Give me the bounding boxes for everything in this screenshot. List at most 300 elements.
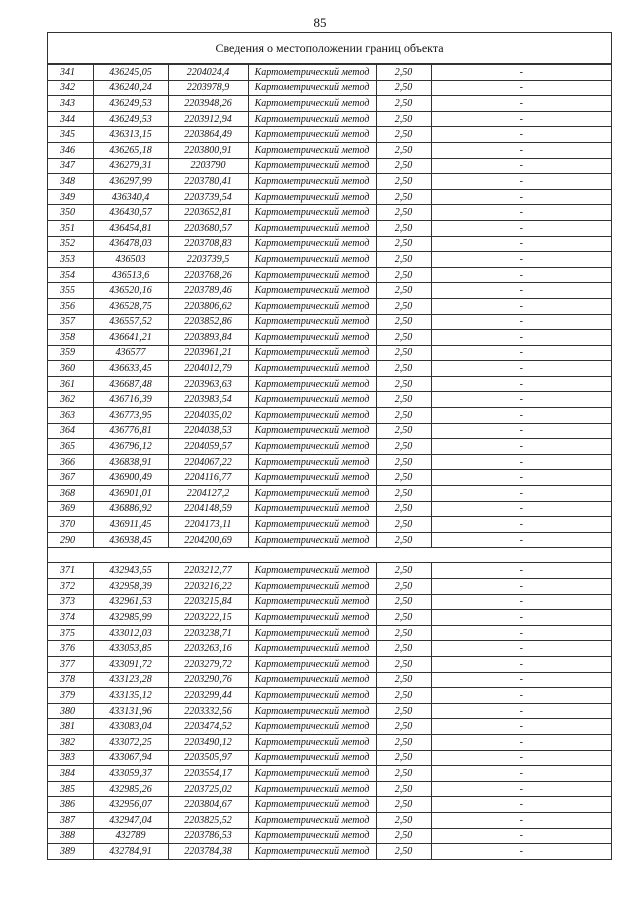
- coord-x: 436503: [93, 252, 168, 268]
- coord-x: 436633,45: [93, 361, 168, 377]
- coord-x: 436796,12: [93, 439, 168, 455]
- table-row: [48, 220, 611, 236]
- accuracy-cell: 2,50: [376, 844, 431, 860]
- table-row: [48, 345, 611, 361]
- accuracy-cell: 2,50: [376, 267, 431, 283]
- coord-y: 2203780,41: [168, 174, 248, 190]
- coord-x: 436245,05: [93, 65, 168, 81]
- table-row: [48, 688, 611, 704]
- accuracy-cell: 2,50: [376, 656, 431, 672]
- table-row: [48, 298, 611, 314]
- method-cell: Картометрический метод: [248, 283, 376, 299]
- accuracy-cell: 2,50: [376, 330, 431, 346]
- accuracy-cell: 2,50: [376, 812, 431, 828]
- method-cell: Картометрический метод: [248, 641, 376, 657]
- description-cell: -: [431, 610, 611, 626]
- point-number: 352: [48, 236, 93, 252]
- description-cell: -: [431, 672, 611, 688]
- accuracy-cell: 2,50: [376, 750, 431, 766]
- point-number: 343: [48, 96, 93, 112]
- point-number: 371: [48, 563, 93, 579]
- method-cell: Картометрический метод: [248, 532, 376, 548]
- table-row: [48, 423, 611, 439]
- coord-x: 436478,03: [93, 236, 168, 252]
- accuracy-cell: 2,50: [376, 408, 431, 424]
- point-number: 387: [48, 812, 93, 828]
- coord-y: 2203804,67: [168, 797, 248, 813]
- accuracy-cell: 2,50: [376, 454, 431, 470]
- coord-x: 436340,4: [93, 189, 168, 205]
- coord-y: 2204148,59: [168, 501, 248, 517]
- description-cell: -: [431, 486, 611, 502]
- method-cell: Картометрический метод: [248, 766, 376, 782]
- coord-y: 2203680,57: [168, 220, 248, 236]
- table-row: [48, 501, 611, 517]
- accuracy-cell: 2,50: [376, 361, 431, 377]
- point-number: 345: [48, 127, 93, 143]
- accuracy-cell: 2,50: [376, 781, 431, 797]
- accuracy-cell: 2,50: [376, 532, 431, 548]
- table-row: [48, 641, 611, 657]
- method-cell: Картометрический метод: [248, 563, 376, 579]
- point-number: 354: [48, 267, 93, 283]
- description-cell: -: [431, 127, 611, 143]
- coord-x: 433131,96: [93, 703, 168, 719]
- table-row: [48, 330, 611, 346]
- coord-y: 2203474,52: [168, 719, 248, 735]
- description-cell: -: [431, 579, 611, 595]
- point-number: 381: [48, 719, 93, 735]
- point-number: 360: [48, 361, 93, 377]
- coord-x: 436900,49: [93, 470, 168, 486]
- coord-x: 436776,81: [93, 423, 168, 439]
- method-cell: Картометрический метод: [248, 439, 376, 455]
- method-cell: Картометрический метод: [248, 828, 376, 844]
- coord-y: 2203768,26: [168, 267, 248, 283]
- table-row: [48, 454, 611, 470]
- method-cell: Картометрический метод: [248, 594, 376, 610]
- point-number: 361: [48, 376, 93, 392]
- accuracy-cell: 2,50: [376, 96, 431, 112]
- coord-y: 2203739,5: [168, 252, 248, 268]
- table-row: [48, 408, 611, 424]
- coord-y: 2203784,38: [168, 844, 248, 860]
- point-number: 368: [48, 486, 93, 502]
- method-cell: Картометрический метод: [248, 96, 376, 112]
- accuracy-cell: 2,50: [376, 688, 431, 704]
- accuracy-cell: 2,50: [376, 423, 431, 439]
- coord-x: 433091,72: [93, 656, 168, 672]
- table-row: [48, 734, 611, 750]
- method-cell: Картометрический метод: [248, 625, 376, 641]
- accuracy-cell: 2,50: [376, 65, 431, 81]
- description-cell: -: [431, 688, 611, 704]
- method-cell: Картометрический метод: [248, 158, 376, 174]
- table-row: [48, 797, 611, 813]
- coord-x: 436240,24: [93, 80, 168, 96]
- accuracy-cell: 2,50: [376, 579, 431, 595]
- coord-y: 2203490,12: [168, 734, 248, 750]
- table-row: [48, 781, 611, 797]
- description-cell: -: [431, 828, 611, 844]
- coord-x: 436520,16: [93, 283, 168, 299]
- point-number: 365: [48, 439, 93, 455]
- table-row: [48, 579, 611, 595]
- coord-y: 2203554,17: [168, 766, 248, 782]
- description-cell: -: [431, 797, 611, 813]
- coord-y: 2204116,77: [168, 470, 248, 486]
- description-cell: -: [431, 80, 611, 96]
- point-number: 383: [48, 750, 93, 766]
- method-cell: Картометрический метод: [248, 252, 376, 268]
- table-row: [48, 205, 611, 221]
- point-number: 369: [48, 501, 93, 517]
- coord-x: 436687,48: [93, 376, 168, 392]
- table-row: [48, 96, 611, 112]
- coord-x: 432985,26: [93, 781, 168, 797]
- table-row: [48, 517, 611, 533]
- point-number: 342: [48, 80, 93, 96]
- coord-y: 2203961,21: [168, 345, 248, 361]
- separator-cell: [48, 548, 611, 563]
- point-number: 358: [48, 330, 93, 346]
- coord-x: 436528,75: [93, 298, 168, 314]
- accuracy-cell: 2,50: [376, 283, 431, 299]
- table-row: [48, 486, 611, 502]
- coord-y: 2204059,57: [168, 439, 248, 455]
- accuracy-cell: 2,50: [376, 439, 431, 455]
- table-title: Сведения о местоположении границ объекта: [48, 33, 611, 64]
- point-number: 351: [48, 220, 93, 236]
- description-cell: -: [431, 111, 611, 127]
- point-number: 374: [48, 610, 93, 626]
- coord-y: 2203739,54: [168, 189, 248, 205]
- method-cell: Картометрический метод: [248, 205, 376, 221]
- coord-x: 436313,15: [93, 127, 168, 143]
- coord-x: 432985,99: [93, 610, 168, 626]
- coord-x: 432789: [93, 828, 168, 844]
- point-number: 385: [48, 781, 93, 797]
- table-row: [48, 189, 611, 205]
- description-cell: -: [431, 205, 611, 221]
- description-cell: -: [431, 96, 611, 112]
- coord-y: 2203825,52: [168, 812, 248, 828]
- point-number: 370: [48, 517, 93, 533]
- point-number: 363: [48, 408, 93, 424]
- coordinates-table-body: [48, 65, 611, 860]
- coord-x: 432947,04: [93, 812, 168, 828]
- description-cell: -: [431, 236, 611, 252]
- description-cell: -: [431, 158, 611, 174]
- coord-y: 2203238,71: [168, 625, 248, 641]
- table-row: [48, 174, 611, 190]
- coord-x: 433135,12: [93, 688, 168, 704]
- coord-y: 2203652,81: [168, 205, 248, 221]
- accuracy-cell: 2,50: [376, 189, 431, 205]
- coord-x: 436557,52: [93, 314, 168, 330]
- coord-y: 2204067,22: [168, 454, 248, 470]
- accuracy-cell: 2,50: [376, 376, 431, 392]
- coord-x: 436279,31: [93, 158, 168, 174]
- coord-x: 433053,85: [93, 641, 168, 657]
- method-cell: Картометрический метод: [248, 688, 376, 704]
- coord-x: 432784,91: [93, 844, 168, 860]
- table-row: [48, 111, 611, 127]
- description-cell: -: [431, 174, 611, 190]
- coord-x: 432958,39: [93, 579, 168, 595]
- coord-y: 2204035,02: [168, 408, 248, 424]
- description-cell: -: [431, 563, 611, 579]
- point-number: 388: [48, 828, 93, 844]
- coord-y: 2203332,56: [168, 703, 248, 719]
- point-number: 373: [48, 594, 93, 610]
- point-number: 344: [48, 111, 93, 127]
- accuracy-cell: 2,50: [376, 174, 431, 190]
- table-row: [48, 750, 611, 766]
- coord-x: 436513,6: [93, 267, 168, 283]
- coord-y: 2204038,53: [168, 423, 248, 439]
- coord-y: 2203790: [168, 158, 248, 174]
- method-cell: Картометрический метод: [248, 703, 376, 719]
- coord-x: 436249,53: [93, 96, 168, 112]
- table-row: [48, 563, 611, 579]
- table-row: [48, 65, 611, 81]
- accuracy-cell: 2,50: [376, 80, 431, 96]
- accuracy-cell: 2,50: [376, 828, 431, 844]
- coord-y: 2203279,72: [168, 656, 248, 672]
- coord-x: 436901,01: [93, 486, 168, 502]
- point-number: 364: [48, 423, 93, 439]
- description-cell: -: [431, 267, 611, 283]
- table-row: [48, 594, 611, 610]
- point-number: 346: [48, 142, 93, 158]
- table-row: [48, 361, 611, 377]
- accuracy-cell: 2,50: [376, 205, 431, 221]
- accuracy-cell: 2,50: [376, 220, 431, 236]
- page-number: 85: [313, 15, 327, 30]
- coord-y: 2203983,54: [168, 392, 248, 408]
- method-cell: Картометрический метод: [248, 423, 376, 439]
- description-cell: -: [431, 392, 611, 408]
- accuracy-cell: 2,50: [376, 641, 431, 657]
- description-cell: -: [431, 220, 611, 236]
- coord-y: 2203978,9: [168, 80, 248, 96]
- method-cell: Картометрический метод: [248, 734, 376, 750]
- table-row: [48, 376, 611, 392]
- coord-x: 436838,91: [93, 454, 168, 470]
- description-cell: -: [431, 142, 611, 158]
- method-cell: Картометрический метод: [248, 65, 376, 81]
- description-cell: -: [431, 283, 611, 299]
- coord-x: 436297,99: [93, 174, 168, 190]
- accuracy-cell: 2,50: [376, 111, 431, 127]
- description-cell: -: [431, 330, 611, 346]
- method-cell: Картометрический метод: [248, 408, 376, 424]
- method-cell: Картометрический метод: [248, 750, 376, 766]
- description-cell: -: [431, 703, 611, 719]
- coord-x: 432943,55: [93, 563, 168, 579]
- point-number: 349: [48, 189, 93, 205]
- description-cell: -: [431, 439, 611, 455]
- table-row: [48, 532, 611, 548]
- description-cell: -: [431, 470, 611, 486]
- coord-y: 2203215,84: [168, 594, 248, 610]
- description-cell: -: [431, 454, 611, 470]
- coord-y: 2203789,46: [168, 283, 248, 299]
- method-cell: Картометрический метод: [248, 844, 376, 860]
- description-cell: -: [431, 812, 611, 828]
- coord-y: 2203263,16: [168, 641, 248, 657]
- point-number: 341: [48, 65, 93, 81]
- table-row: [48, 812, 611, 828]
- coord-y: 2204127,2: [168, 486, 248, 502]
- table-row: [48, 142, 611, 158]
- accuracy-cell: 2,50: [376, 486, 431, 502]
- table-row: [48, 828, 611, 844]
- accuracy-cell: 2,50: [376, 797, 431, 813]
- coord-x: 436716,39: [93, 392, 168, 408]
- coord-y: 2204173,11: [168, 517, 248, 533]
- coord-x: 436577: [93, 345, 168, 361]
- table-row: [48, 656, 611, 672]
- coord-x: 433012,03: [93, 625, 168, 641]
- coord-y: 2203864,49: [168, 127, 248, 143]
- accuracy-cell: 2,50: [376, 314, 431, 330]
- coord-x: 436430,57: [93, 205, 168, 221]
- accuracy-cell: 2,50: [376, 501, 431, 517]
- coord-y: 2204012,79: [168, 361, 248, 377]
- coord-x: 432961,53: [93, 594, 168, 610]
- block-separator: [48, 548, 611, 563]
- table-row: [48, 236, 611, 252]
- description-cell: -: [431, 189, 611, 205]
- point-number: 379: [48, 688, 93, 704]
- description-cell: -: [431, 376, 611, 392]
- point-number: 384: [48, 766, 93, 782]
- description-cell: -: [431, 594, 611, 610]
- description-cell: -: [431, 734, 611, 750]
- coord-y: 2203216,22: [168, 579, 248, 595]
- accuracy-cell: 2,50: [376, 594, 431, 610]
- coord-y: 2203212,77: [168, 563, 248, 579]
- point-number: 355: [48, 283, 93, 299]
- accuracy-cell: 2,50: [376, 392, 431, 408]
- point-number: 350: [48, 205, 93, 221]
- method-cell: Картометрический метод: [248, 345, 376, 361]
- coord-y: 2203505,97: [168, 750, 248, 766]
- coord-x: 433083,04: [93, 719, 168, 735]
- point-number: 362: [48, 392, 93, 408]
- method-cell: Картометрический метод: [248, 80, 376, 96]
- method-cell: Картометрический метод: [248, 142, 376, 158]
- table-row: [48, 439, 611, 455]
- coord-y: 2203893,84: [168, 330, 248, 346]
- description-cell: -: [431, 298, 611, 314]
- table-row: [48, 766, 611, 782]
- point-number: 380: [48, 703, 93, 719]
- accuracy-cell: 2,50: [376, 517, 431, 533]
- method-cell: Картометрический метод: [248, 797, 376, 813]
- description-cell: -: [431, 501, 611, 517]
- table-row: [48, 267, 611, 283]
- point-number: 347: [48, 158, 93, 174]
- coord-y: 2203806,62: [168, 298, 248, 314]
- point-number: 376: [48, 641, 93, 657]
- accuracy-cell: 2,50: [376, 734, 431, 750]
- table-row: [48, 314, 611, 330]
- table-row: [48, 127, 611, 143]
- point-number: 389: [48, 844, 93, 860]
- description-cell: -: [431, 719, 611, 735]
- coord-y: 2204024,4: [168, 65, 248, 81]
- accuracy-cell: 2,50: [376, 719, 431, 735]
- table-row: [48, 844, 611, 860]
- description-cell: -: [431, 766, 611, 782]
- method-cell: Картометрический метод: [248, 361, 376, 377]
- coord-y: 2203800,91: [168, 142, 248, 158]
- coord-x: 436249,53: [93, 111, 168, 127]
- method-cell: Картометрический метод: [248, 517, 376, 533]
- accuracy-cell: 2,50: [376, 158, 431, 174]
- coord-x: 436773,95: [93, 408, 168, 424]
- point-number: 382: [48, 734, 93, 750]
- description-cell: -: [431, 517, 611, 533]
- method-cell: Картометрический метод: [248, 376, 376, 392]
- table-row: [48, 625, 611, 641]
- description-cell: -: [431, 844, 611, 860]
- description-cell: -: [431, 641, 611, 657]
- coord-y: 2203963,63: [168, 376, 248, 392]
- coord-x: 433072,25: [93, 734, 168, 750]
- table-row: [48, 703, 611, 719]
- coord-x: 436265,18: [93, 142, 168, 158]
- coord-x: 436454,81: [93, 220, 168, 236]
- coord-y: 2203912,94: [168, 111, 248, 127]
- coord-y: 2203222,15: [168, 610, 248, 626]
- point-number: 372: [48, 579, 93, 595]
- description-cell: -: [431, 361, 611, 377]
- method-cell: Картометрический метод: [248, 314, 376, 330]
- coord-x: 436938,45: [93, 532, 168, 548]
- coord-x: 436886,92: [93, 501, 168, 517]
- coord-y: 2203948,26: [168, 96, 248, 112]
- coord-y: 2203290,76: [168, 672, 248, 688]
- point-number: 357: [48, 314, 93, 330]
- coord-x: 432956,07: [93, 797, 168, 813]
- accuracy-cell: 2,50: [376, 252, 431, 268]
- method-cell: Картометрический метод: [248, 330, 376, 346]
- coord-y: 2203708,83: [168, 236, 248, 252]
- method-cell: Картометрический метод: [248, 220, 376, 236]
- accuracy-cell: 2,50: [376, 142, 431, 158]
- method-cell: Картометрический метод: [248, 501, 376, 517]
- method-cell: Картометрический метод: [248, 719, 376, 735]
- description-cell: -: [431, 781, 611, 797]
- description-cell: -: [431, 252, 611, 268]
- method-cell: Картометрический метод: [248, 236, 376, 252]
- method-cell: Картометрический метод: [248, 189, 376, 205]
- point-number: 356: [48, 298, 93, 314]
- method-cell: Картометрический метод: [248, 298, 376, 314]
- coord-y: 2203786,53: [168, 828, 248, 844]
- method-cell: Картометрический метод: [248, 127, 376, 143]
- method-cell: Картометрический метод: [248, 672, 376, 688]
- accuracy-cell: 2,50: [376, 625, 431, 641]
- accuracy-cell: 2,50: [376, 127, 431, 143]
- coord-y: 2203725,02: [168, 781, 248, 797]
- coord-x: 433067,94: [93, 750, 168, 766]
- description-cell: -: [431, 408, 611, 424]
